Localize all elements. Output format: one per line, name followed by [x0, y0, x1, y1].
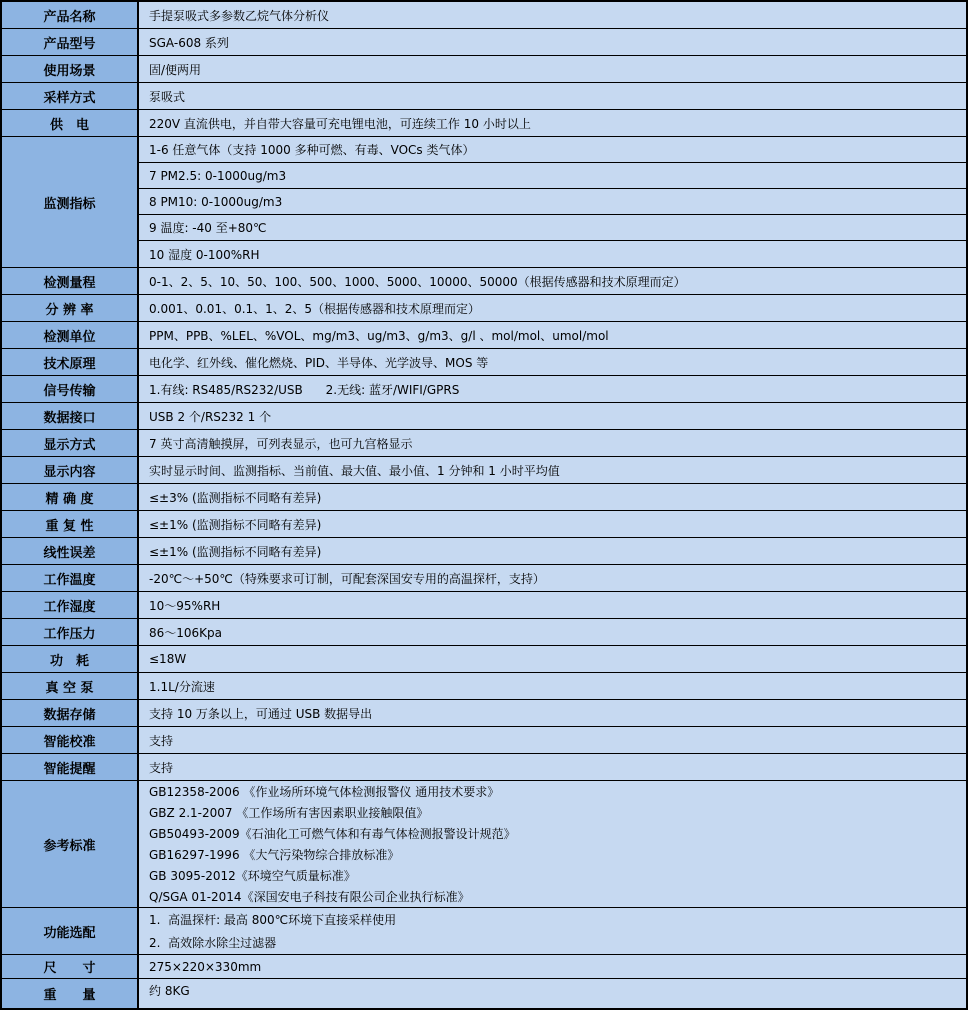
- spec-row: [2, 646, 966, 673]
- spec-row: [2, 538, 966, 565]
- spec-value: 86～106Kpa: [139, 619, 966, 645]
- spec-value: 0.001、0.01、0.1、1、2、5（根据传感器和技术原理而定）: [139, 295, 966, 321]
- spec-label: 显示方式: [2, 430, 139, 456]
- spec-value-group: [139, 565, 966, 591]
- spec-row: [2, 700, 966, 727]
- spec-row: [2, 754, 966, 781]
- spec-label: 检测单位: [2, 322, 139, 348]
- spec-value-group: [139, 511, 966, 537]
- spec-row: [2, 29, 966, 56]
- spec-value-group: [139, 538, 966, 564]
- spec-value: 220V 直流供电，并自带大容量可充电锂电池，可连续工作 10 小时以上: [139, 110, 966, 136]
- spec-value: 1.有线: RS485/RS232/USB 2.无线: 蓝牙/WIFI/GPRS: [139, 376, 966, 402]
- spec-row: [2, 511, 966, 538]
- spec-value: GB16297-1996 《大气污染物综合排放标准》: [139, 844, 966, 865]
- spec-value-group: [139, 403, 966, 429]
- spec-value: 电化学、红外线、催化燃烧、PID、半导体、光学波导、MOS 等: [139, 349, 966, 375]
- spec-row: [2, 110, 966, 137]
- spec-row: [2, 673, 966, 700]
- spec-row: [2, 2, 966, 29]
- spec-value-group: [139, 781, 966, 907]
- spec-value-group: [139, 754, 966, 780]
- spec-value: -20℃～+50℃（特殊要求可订制，可配套深国安专用的高温探杆，支持）: [139, 565, 966, 591]
- spec-value-group: [139, 29, 966, 55]
- spec-value-group: [139, 322, 966, 348]
- spec-value: 7 英寸高清触摸屏，可列表显示，也可九宫格显示: [139, 430, 966, 456]
- spec-row: [2, 349, 966, 376]
- spec-row: [2, 781, 966, 908]
- spec-label: 智能校准: [2, 727, 139, 753]
- spec-row: [2, 56, 966, 83]
- spec-value-group: [139, 2, 966, 28]
- spec-value: 10 湿度 0-100%RH: [139, 241, 966, 267]
- spec-label: 工作温度: [2, 565, 139, 591]
- spec-value: 1.1L/分流速: [139, 673, 966, 699]
- spec-row: [2, 565, 966, 592]
- spec-value: 1. 高温探杆: 最高 800℃环境下直接采样使用: [139, 908, 966, 931]
- spec-value: 支持: [139, 754, 966, 780]
- spec-label: 工作湿度: [2, 592, 139, 618]
- spec-row: [2, 908, 966, 955]
- spec-value: GBZ 2.1-2007 《工作场所有害因素职业接触限值》: [139, 802, 966, 823]
- spec-value-group: [139, 430, 966, 456]
- spec-row: [2, 619, 966, 646]
- spec-value: 泵吸式: [139, 83, 966, 109]
- spec-label: 尺 寸: [2, 955, 139, 978]
- spec-value: ≤18W: [139, 646, 966, 672]
- spec-value-group: [139, 56, 966, 82]
- spec-row: [2, 430, 966, 457]
- spec-value-group: [139, 484, 966, 510]
- spec-value: 1-6 任意气体（支持 1000 多种可燃、有毒、VOCs 类气体）: [139, 137, 966, 163]
- spec-row: [2, 376, 966, 403]
- spec-label: 数据存储: [2, 700, 139, 726]
- spec-value: 10～95%RH: [139, 592, 966, 618]
- spec-row: [2, 268, 966, 295]
- spec-value: ≤±1% (监测指标不同略有差异): [139, 511, 966, 537]
- spec-label: 信号传输: [2, 376, 139, 402]
- spec-value-group: [139, 376, 966, 402]
- spec-value: GB50493-2009《石油化工可燃气体和有毒气体检测报警设计规范》: [139, 823, 966, 844]
- spec-label: 重 复 性: [2, 511, 139, 537]
- spec-value: 275×220×330mm: [139, 955, 966, 978]
- spec-label: 使用场景: [2, 56, 139, 82]
- spec-value: SGA-608 系列: [139, 29, 966, 55]
- spec-value: 7 PM2.5: 0-1000ug/m3: [139, 163, 966, 189]
- spec-row: [2, 83, 966, 110]
- spec-row: [2, 979, 966, 1008]
- spec-row: [2, 457, 966, 484]
- spec-row: [2, 403, 966, 430]
- spec-label: 重 量: [2, 979, 139, 1008]
- spec-label: 精 确 度: [2, 484, 139, 510]
- spec-value-group: [139, 83, 966, 109]
- spec-label: 显示内容: [2, 457, 139, 483]
- spec-row: [2, 727, 966, 754]
- spec-label: 监测指标: [2, 137, 139, 267]
- spec-row: [2, 592, 966, 619]
- spec-value-group: [139, 295, 966, 321]
- spec-value: 固/便两用: [139, 56, 966, 82]
- spec-value-group: [139, 908, 966, 954]
- spec-label: 供 电: [2, 110, 139, 136]
- spec-row: [2, 137, 966, 268]
- spec-label: 分 辨 率: [2, 295, 139, 321]
- spec-label: 功能选配: [2, 908, 139, 954]
- spec-value-group: [139, 137, 966, 267]
- spec-value: 约 8KG: [139, 979, 966, 1002]
- spec-label: 工作压力: [2, 619, 139, 645]
- spec-value-group: [139, 457, 966, 483]
- spec-value-group: [139, 268, 966, 294]
- spec-label: 功 耗: [2, 646, 139, 672]
- spec-value: 8 PM10: 0-1000ug/m3: [139, 189, 966, 215]
- spec-value-group: [139, 700, 966, 726]
- spec-label: 技术原理: [2, 349, 139, 375]
- spec-value: ≤±1% (监测指标不同略有差异): [139, 538, 966, 564]
- spec-value-group: [139, 110, 966, 136]
- spec-label: 检测量程: [2, 268, 139, 294]
- spec-value: Q/SGA 01-2014《深国安电子科技有限公司企业执行标准》: [139, 886, 966, 907]
- spec-label: 产品型号: [2, 29, 139, 55]
- spec-label: 采样方式: [2, 83, 139, 109]
- spec-value: GB 3095-2012《环境空气质量标准》: [139, 865, 966, 886]
- spec-value: GB12358-2006 《作业场所环境气体检测报警仪 通用技术要求》: [139, 781, 966, 802]
- spec-value: 2. 高效除水除尘过滤器: [139, 931, 966, 954]
- spec-value-group: [139, 349, 966, 375]
- spec-value-group: [139, 619, 966, 645]
- spec-row: [2, 955, 966, 979]
- spec-value: 实时显示时间、监测指标、当前值、最大值、最小值、1 分钟和 1 小时平均值: [139, 457, 966, 483]
- spec-label: 智能提醒: [2, 754, 139, 780]
- spec-value: 9 温度: -40 至+80℃: [139, 215, 966, 241]
- spec-label: 参考标准: [2, 781, 139, 907]
- spec-value: 支持: [139, 727, 966, 753]
- spec-row: [2, 484, 966, 511]
- spec-value: ≤±3% (监测指标不同略有差异): [139, 484, 966, 510]
- spec-value-group: [139, 646, 966, 672]
- spec-value-group: [139, 979, 966, 1008]
- spec-row: [2, 295, 966, 322]
- spec-value: PPM、PPB、%LEL、%VOL、mg/m3、ug/m3、g/m3、g/l 、mol/mol、umol/mol: [139, 322, 966, 348]
- spec-value-group: [139, 673, 966, 699]
- spec-label: 数据接口: [2, 403, 139, 429]
- spec-value: 支持 10 万条以上，可通过 USB 数据导出: [139, 700, 966, 726]
- spec-row: [2, 322, 966, 349]
- spec-value-group: [139, 592, 966, 618]
- spec-value: 0-1、2、5、10、50、100、500、1000、5000、10000、50000（根据传感器和技术原理而定）: [139, 268, 966, 294]
- spec-label: 真 空 泵: [2, 673, 139, 699]
- spec-value: USB 2 个/RS232 1 个: [139, 403, 966, 429]
- spec-value-group: [139, 727, 966, 753]
- spec-value: 手提泵吸式多参数乙烷气体分析仪: [139, 2, 966, 28]
- spec-value-group: [139, 955, 966, 978]
- spec-label: 产品名称: [2, 2, 139, 28]
- spec-label: 线性误差: [2, 538, 139, 564]
